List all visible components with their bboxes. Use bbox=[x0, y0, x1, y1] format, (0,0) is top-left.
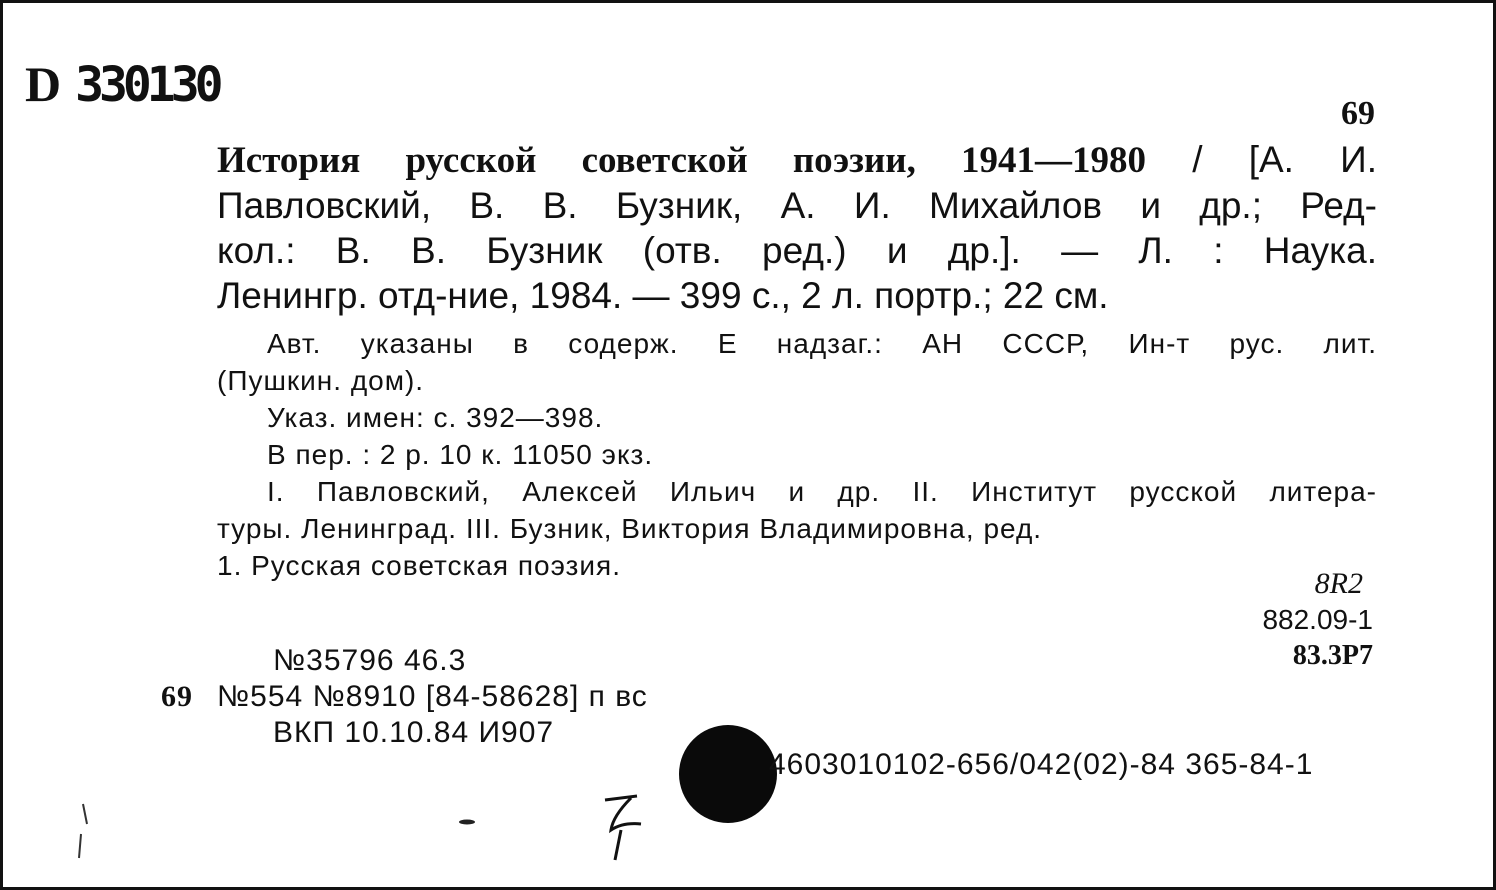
note-authors-cont: (Пушкин. дом). bbox=[217, 365, 425, 396]
description-line-4: Ленингр. отд-ние, 1984. — 399 с., 2 л. портр.; 22 см. bbox=[217, 275, 1109, 316]
card-code-number: 330130 bbox=[75, 57, 219, 113]
registration-numbers-2: №554 №8910 [84-58628] п вс bbox=[217, 680, 648, 713]
handwritten-index: 8R2 bbox=[1314, 567, 1363, 600]
classification-block bbox=[1262, 566, 1373, 674]
isbn-line: 4603010102-656/042(02)-84 365-84-1 bbox=[769, 748, 1314, 781]
description-line-3: кол.: В. В. Бузник (отв. ред.) и др.]. — Л. : Наука. bbox=[217, 230, 1377, 271]
registration-date: ВКП 10.10.84 И907 bbox=[273, 716, 555, 749]
card-code-mark: D bbox=[25, 56, 62, 112]
description-line-2: Павловский, В. В. Бузник, А. И. Михайлов и др.; Ред- bbox=[217, 185, 1377, 226]
udc-index: 882.09-1 bbox=[1262, 604, 1373, 635]
card-code bbox=[25, 55, 219, 113]
description-line-1-rest: / [А. И. bbox=[1192, 139, 1378, 180]
description-line-1 bbox=[217, 137, 1377, 183]
bbk-index: 83.3Р7 bbox=[1292, 640, 1373, 671]
registration-prefix: 69 bbox=[161, 680, 193, 713]
dash-mark bbox=[453, 815, 483, 829]
note-tracings-2: туры. Ленинград. III. Бузник, Виктория Владимировна, ред. bbox=[217, 513, 1043, 544]
bibliographic-description bbox=[217, 137, 1377, 318]
note-subject: 1. Русская советская поэзия. bbox=[217, 550, 621, 581]
note-index: Указ. имен: с. 392—398. bbox=[267, 402, 604, 433]
book-title: История русской советской поэзии, 1941—1980 bbox=[217, 140, 1147, 181]
note-tracings-1: I. Павловский, Алексей Ильич и др. II. Институт русской литера- bbox=[267, 476, 1377, 507]
registration-block bbox=[161, 643, 648, 751]
registration-line-3 bbox=[217, 715, 648, 751]
margin-mark bbox=[63, 798, 103, 868]
notes-block bbox=[217, 325, 1377, 584]
registration-line-1 bbox=[217, 643, 648, 679]
note-authors: Авт. указаны в содерж. Е надзаг.: АН СССР, Ин-т рус. лит. bbox=[267, 328, 1377, 359]
card-number: 69 bbox=[1341, 95, 1375, 132]
handwritten-mark bbox=[593, 778, 663, 868]
note-price: В пер. : 2 р. 10 к. 11050 экз. bbox=[267, 439, 654, 470]
ink-blot bbox=[679, 725, 777, 823]
registration-line-2 bbox=[161, 679, 648, 715]
registration-numbers-1: №35796 46.3 bbox=[273, 644, 467, 677]
